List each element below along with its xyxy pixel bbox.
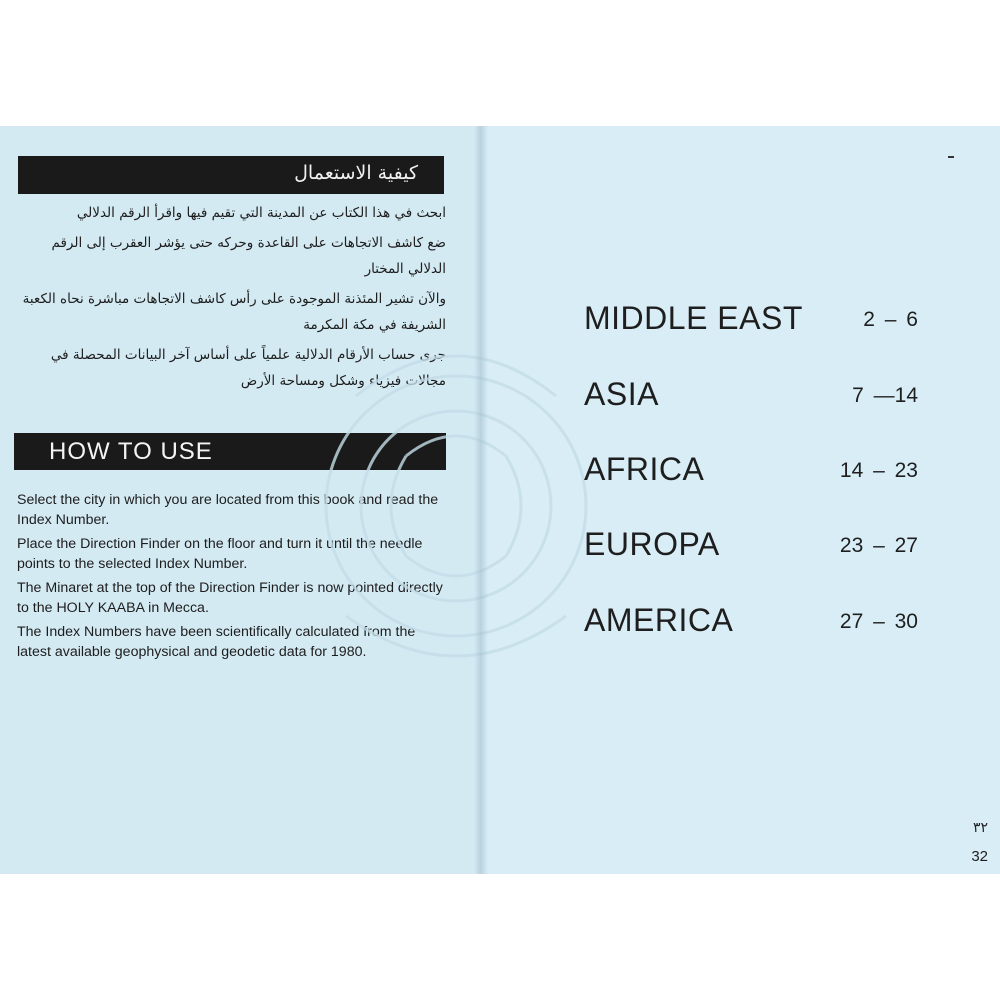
english-paragraph: The Index Numbers have been scientifically calculated from the latest available geophysical and geodetic data for 1980.: [17, 624, 416, 660]
region-name: AMERICA: [584, 602, 734, 638]
page-number-arabic: ٣٢: [972, 820, 988, 836]
region-pages: 14 – 23: [839, 459, 918, 482]
english-paragraph: The Minaret at the top of the Direction Finder is now pointed directly to the HOLY KAABA in Mecca.: [17, 580, 443, 616]
arabic-paragraph: جرى حساب الأرقام الدلالية علمياً على أساس آخر البيانات المحصلة في مجالات فيزياء وشكل ومساحة الأرض: [50, 347, 446, 389]
region-row: [584, 451, 924, 495]
region-pages: 23 – 27: [839, 534, 918, 557]
arabic-paragraph: والآن تشير المئذنة الموجودة على رأس كاشف الاتجاهات مباشرة نحاه الكعبة الشريفة في مكة المكرمة: [22, 291, 446, 333]
region-name: AFRICA: [584, 451, 705, 487]
region-pages: 7 —14: [852, 384, 918, 407]
arabic-heading: كيفية الاستعمال: [294, 162, 418, 184]
watermark-ornament: [286, 276, 626, 716]
region-row: [584, 376, 924, 420]
arabic-paragraph: ضع كاشف الاتجاهات على القاعدة وحركه حتى يؤشر العقرب إلى الرقم الدلالي المختار: [51, 235, 446, 277]
region-name: MIDDLE EAST: [584, 300, 803, 336]
page-gutter: [474, 126, 488, 874]
english-heading: HOW TO USE: [49, 438, 213, 465]
region-row: [584, 300, 924, 344]
region-name: ASIA: [584, 376, 659, 412]
print-mark: [948, 156, 954, 158]
region-name: EUROPA: [584, 526, 720, 562]
region-row: [584, 526, 924, 570]
page-number: 32: [971, 848, 988, 865]
region-pages: 27 – 30: [839, 610, 918, 633]
region-row: [584, 602, 924, 646]
region-pages: 2 – 6: [863, 308, 918, 331]
arabic-paragraph: ابحث في هذا الكتاب عن المدينة التي تقيم فيها واقرأ الرقم الدلالي: [76, 205, 446, 221]
arabic-heading-bar: [18, 156, 444, 194]
english-paragraph: Place the Direction Finder on the floor and turn it until the needle points to the selected Index Number.: [17, 536, 423, 572]
english-paragraph: Select the city in which you are located from this book and read the Index Number.: [17, 492, 439, 528]
booklet-spread: [0, 126, 1000, 874]
